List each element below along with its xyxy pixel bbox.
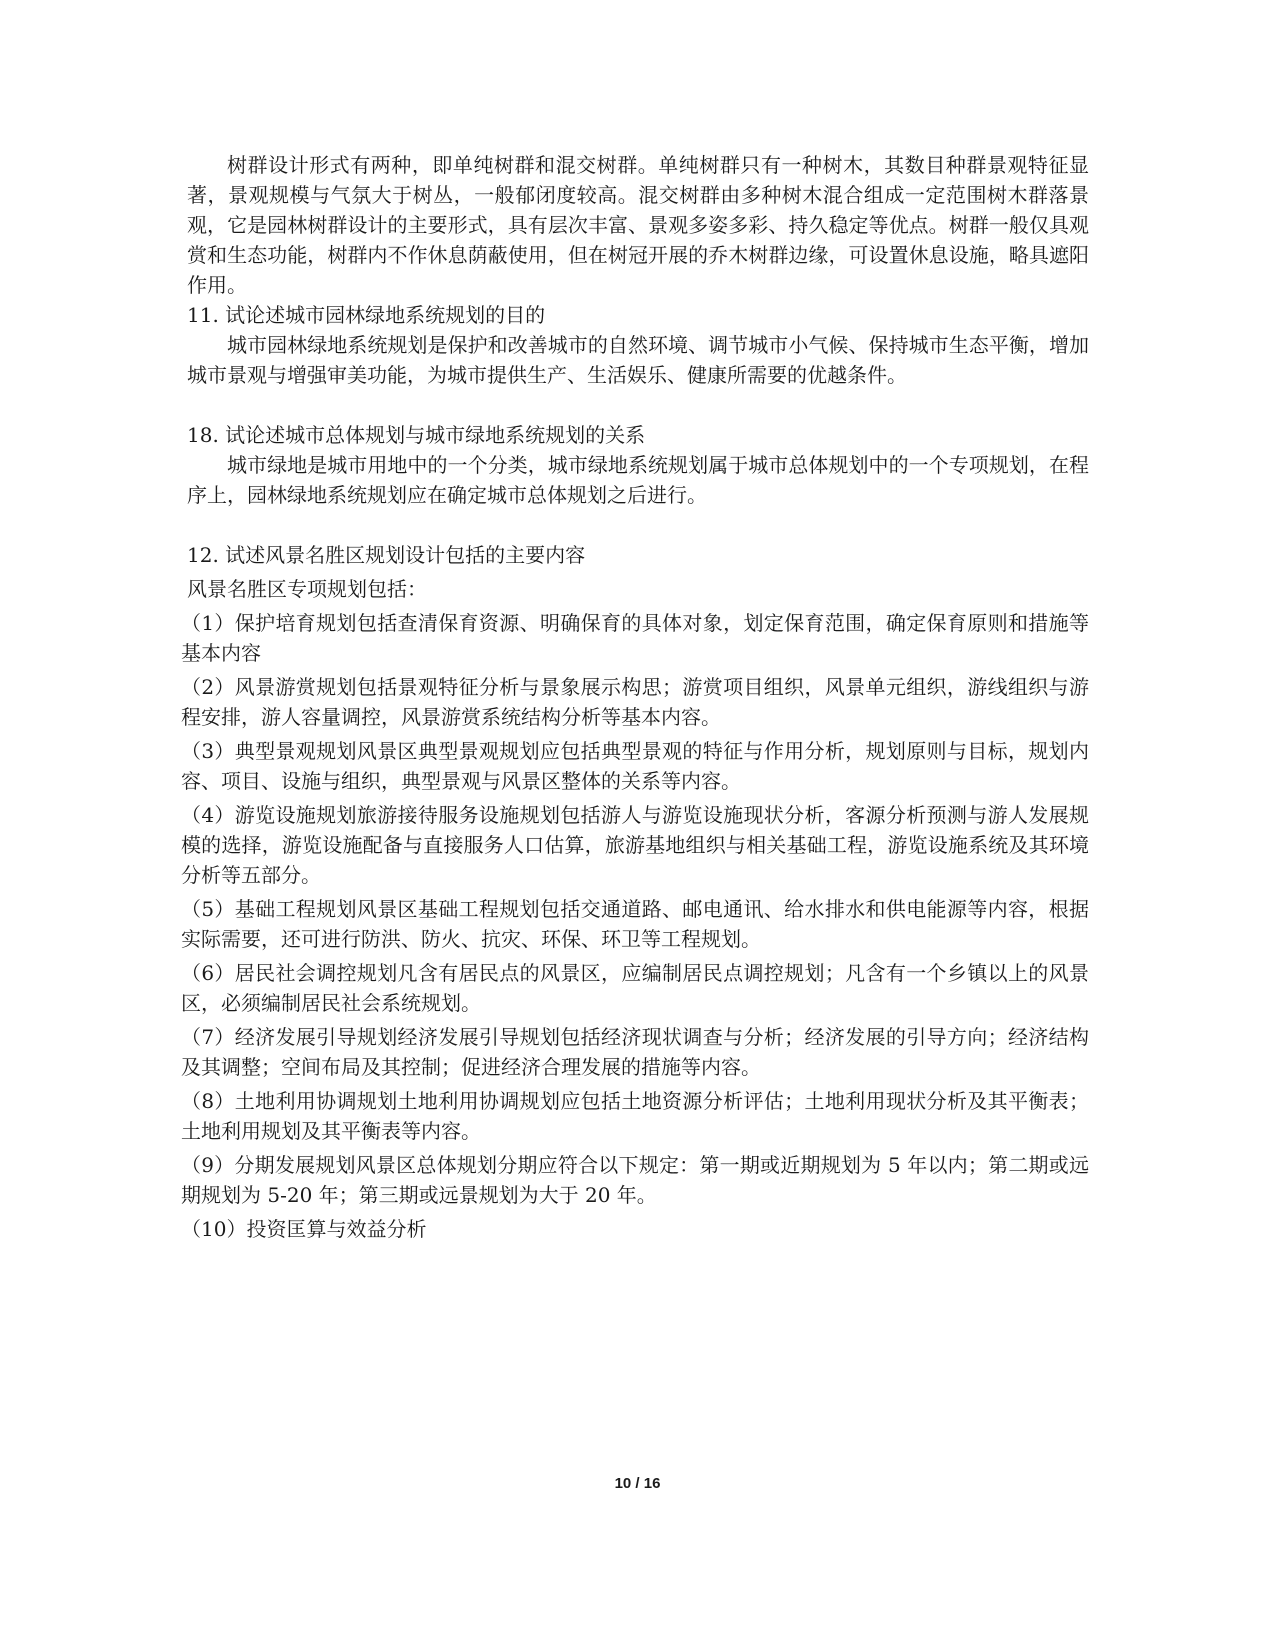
list-item: （4）游览设施规划旅游接待服务设施规划包括游人与游览设施现状分析，客源分析预测与游人发展规模的选择，游览设施配备与直接服务人口估算，旅游基地组织与相关基础工程，游览设施系统及其环境分析等五部分。 xyxy=(181,803,1089,887)
list-item: （1）保护培育规划包括查清保育资源、明确保育的具体对象，划定保育范围，确定保育原则和措施等基本内容 xyxy=(181,611,1089,665)
page-number: 10 / 16 xyxy=(614,1475,661,1492)
section-paragraph-18: 城市绿地是城市用地中的一个分类，城市绿地系统规划属于城市总体规划中的一个专项规划，在程序上，园林绿地系统规划应在确定城市总体规划之后进行。 xyxy=(187,453,1089,507)
intro-paragraph: 树群设计形式有两种，即单纯树群和混交树群。单纯树群只有一种树木，其数目种群景观特征显著，景观规模与气氛大于树丛，一般郁闭度较高。混交树群由多种树木混合组成一定范围树木群落景观，它是园林树群设计的主要形式，具有层次丰富、景观多姿多彩、持久稳定等优点。树群一般仅具观赏和生态功能，树群内不作休息荫蔽使用，但在树冠开展的乔木树群边缘，可设置休息设施，略具遮阳作用。 xyxy=(187,153,1089,297)
section-paragraph-11: 城市园林绿地系统规划是保护和改善城市的自然环境、调节城市小气候、保持城市生态平衡，增加城市景观与增强审美功能，为城市提供生产、生活娱乐、健康所需要的优越条件。 xyxy=(187,333,1089,387)
list-item: （3）典型景观规划风景区典型景观规划应包括典型景观的特征与作用分析，规划原则与目标，规划内容、项目、设施与组织，典型景观与风景区整体的关系等内容。 xyxy=(181,739,1089,793)
list-item: （5）基础工程规划风景区基础工程规划包括交通道路、邮电通讯、给水排水和供电能源等内容，根据实际需要，还可进行防洪、防火、抗灾、环保、环卫等工程规划。 xyxy=(181,897,1089,951)
section-heading-12: 12. 试述风景名胜区规划设计包括的主要内容 xyxy=(187,543,586,567)
document-body xyxy=(181,150,1089,1244)
list-item: （9）分期发展规划风景区总体规划分期应符合以下规定：第一期或近期规划为 5 年以内；第二期或远期规划为 5-20 年；第三期或远景规划为大于 20 年。 xyxy=(181,1153,1089,1207)
list-item: （8）土地利用协调规划土地利用协调规划应包括土地资源分析评估；土地利用现状分析及其平衡表；土地利用规划及其平衡表等内容。 xyxy=(181,1089,1089,1143)
section-lead-12: 风景名胜区专项规划包括： xyxy=(187,577,427,601)
section-heading-11: 11. 试论述城市园林绿地系统规划的目的 xyxy=(187,303,546,327)
section-heading-18: 18. 试论述城市总体规划与城市绿地系统规划的关系 xyxy=(187,423,646,447)
list-item: （10）投资匡算与效益分析 xyxy=(181,1217,427,1241)
list-item: （7）经济发展引导规划经济发展引导规划包括经济现状调查与分析；经济发展的引导方向；经济结构及其调整；空间布局及其控制；促进经济合理发展的措施等内容。 xyxy=(181,1025,1089,1079)
list-item: （2）风景游赏规划包括景观特征分析与景象展示构思；游赏项目组织，风景单元组织，游线组织与游程安排，游人容量调控，风景游赏系统结构分析等基本内容。 xyxy=(181,675,1089,729)
list-item: （6）居民社会调控规划凡含有居民点的风景区，应编制居民点调控规划；凡含有一个乡镇以上的风景区，必须编制居民社会系统规划。 xyxy=(181,961,1089,1015)
